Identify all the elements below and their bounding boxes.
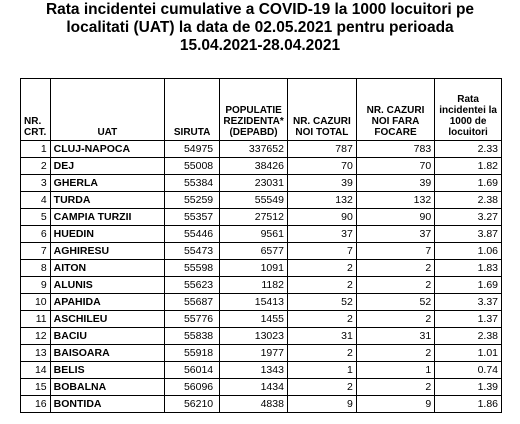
cell-cazuri-total: 2	[287, 345, 356, 362]
cell-rata: 3.27	[435, 209, 502, 226]
table-row	[21, 260, 502, 277]
header-rata-incidentei: Rata incidentei la 1000 de locuitori	[435, 79, 502, 141]
cell-nr: 15	[21, 379, 51, 396]
incidence-table	[20, 78, 502, 413]
cell-cazuri-total: 1	[287, 362, 356, 379]
table-row	[21, 311, 502, 328]
cell-populatie: 13023	[220, 328, 288, 345]
cell-populatie: 9561	[220, 226, 288, 243]
cell-populatie: 4838	[220, 396, 288, 413]
cell-cazuri-fara-focare: 39	[356, 175, 434, 192]
cell-uat: CLUJ-NAPOCA	[50, 141, 164, 158]
cell-nr: 11	[21, 311, 51, 328]
cell-rata: 1.69	[435, 277, 502, 294]
cell-siruta: 55623	[165, 277, 220, 294]
cell-rata: 1.86	[435, 396, 502, 413]
table-row	[21, 362, 502, 379]
cell-nr: 6	[21, 226, 51, 243]
cell-cazuri-fara-focare: 31	[356, 328, 434, 345]
cell-uat: BELIS	[50, 362, 164, 379]
cell-cazuri-total: 2	[287, 311, 356, 328]
table-row	[21, 277, 502, 294]
cell-siruta: 56014	[165, 362, 220, 379]
cell-uat: HUEDIN	[50, 226, 164, 243]
table-row	[21, 158, 502, 175]
cell-cazuri-fara-focare: 2	[356, 345, 434, 362]
cell-rata: 0.74	[435, 362, 502, 379]
table-row	[21, 294, 502, 311]
cell-cazuri-total: 7	[287, 243, 356, 260]
cell-siruta: 55357	[165, 209, 220, 226]
header-populatie: POPULATIE REZIDENTA* (DEPABD)	[220, 79, 288, 141]
table-row	[21, 243, 502, 260]
header-uat: UAT	[50, 79, 164, 141]
cell-uat: BACIU	[50, 328, 164, 345]
table-row	[21, 226, 502, 243]
cell-nr: 12	[21, 328, 51, 345]
cell-rata: 1.82	[435, 158, 502, 175]
cell-populatie: 6577	[220, 243, 288, 260]
cell-populatie: 1182	[220, 277, 288, 294]
cell-nr: 7	[21, 243, 51, 260]
cell-cazuri-fara-focare: 7	[356, 243, 434, 260]
cell-populatie: 55549	[220, 192, 288, 209]
cell-cazuri-total: 70	[287, 158, 356, 175]
cell-cazuri-total: 2	[287, 260, 356, 277]
cell-uat: APAHIDA	[50, 294, 164, 311]
cell-rata: 1.06	[435, 243, 502, 260]
header-nr-crt: NR. CRT.	[21, 79, 51, 141]
cell-cazuri-total: 132	[287, 192, 356, 209]
cell-rata: 1.39	[435, 379, 502, 396]
cell-populatie: 38426	[220, 158, 288, 175]
cell-cazuri-total: 90	[287, 209, 356, 226]
cell-rata: 2.38	[435, 192, 502, 209]
cell-cazuri-total: 9	[287, 396, 356, 413]
table-row	[21, 209, 502, 226]
cell-siruta: 56096	[165, 379, 220, 396]
cell-cazuri-total: 2	[287, 379, 356, 396]
cell-cazuri-fara-focare: 2	[356, 277, 434, 294]
cell-siruta: 55598	[165, 260, 220, 277]
cell-siruta: 55776	[165, 311, 220, 328]
cell-siruta: 55918	[165, 345, 220, 362]
cell-siruta: 55446	[165, 226, 220, 243]
cell-nr: 4	[21, 192, 51, 209]
cell-populatie: 1455	[220, 311, 288, 328]
cell-uat: DEJ	[50, 158, 164, 175]
cell-uat: BONTIDA	[50, 396, 164, 413]
cell-uat: CAMPIA TURZII	[50, 209, 164, 226]
cell-siruta: 56210	[165, 396, 220, 413]
cell-uat: GHERLA	[50, 175, 164, 192]
cell-nr: 1	[21, 141, 51, 158]
cell-cazuri-fara-focare: 70	[356, 158, 434, 175]
cell-siruta: 54975	[165, 141, 220, 158]
table-row	[21, 345, 502, 362]
cell-nr: 14	[21, 362, 51, 379]
cell-uat: BAISOARA	[50, 345, 164, 362]
cell-nr: 8	[21, 260, 51, 277]
table-row	[21, 379, 502, 396]
title-line-3: 15.04.2021-28.04.2021	[179, 37, 341, 54]
cell-populatie: 1977	[220, 345, 288, 362]
table-row	[21, 192, 502, 209]
cell-populatie: 27512	[220, 209, 288, 226]
cell-populatie: 1434	[220, 379, 288, 396]
cell-rata: 2.33	[435, 141, 502, 158]
cell-cazuri-fara-focare: 2	[356, 260, 434, 277]
cell-uat: AGHIRESU	[50, 243, 164, 260]
cell-cazuri-total: 39	[287, 175, 356, 192]
cell-cazuri-fara-focare: 9	[356, 396, 434, 413]
cell-uat: ALUNIS	[50, 277, 164, 294]
cell-nr: 2	[21, 158, 51, 175]
cell-nr: 5	[21, 209, 51, 226]
cell-siruta: 55259	[165, 192, 220, 209]
cell-rata: 2.38	[435, 328, 502, 345]
cell-siruta: 55838	[165, 328, 220, 345]
cell-rata: 1.37	[435, 311, 502, 328]
table-header-row	[21, 79, 502, 141]
cell-cazuri-fara-focare: 2	[356, 311, 434, 328]
cell-populatie: 337652	[220, 141, 288, 158]
cell-cazuri-fara-focare: 52	[356, 294, 434, 311]
header-nr-cazuri-total: NR. CAZURI NOI TOTAL	[287, 79, 356, 141]
table-row	[21, 396, 502, 413]
cell-cazuri-total: 52	[287, 294, 356, 311]
cell-cazuri-fara-focare: 90	[356, 209, 434, 226]
header-siruta: SIRUTA	[165, 79, 220, 141]
cell-populatie: 23031	[220, 175, 288, 192]
cell-uat: BOBALNA	[50, 379, 164, 396]
cell-cazuri-fara-focare: 132	[356, 192, 434, 209]
cell-siruta: 55384	[165, 175, 220, 192]
cell-siruta: 55473	[165, 243, 220, 260]
cell-uat: ASCHILEU	[50, 311, 164, 328]
cell-rata: 3.37	[435, 294, 502, 311]
header-nr-cazuri-fara-focare: NR. CAZURI NOI FARA FOCARE	[356, 79, 434, 141]
cell-rata: 1.83	[435, 260, 502, 277]
cell-siruta: 55687	[165, 294, 220, 311]
cell-rata: 1.69	[435, 175, 502, 192]
cell-nr: 3	[21, 175, 51, 192]
cell-nr: 10	[21, 294, 51, 311]
cell-cazuri-fara-focare: 783	[356, 141, 434, 158]
cell-uat: TURDA	[50, 192, 164, 209]
cell-siruta: 55008	[165, 158, 220, 175]
cell-cazuri-total: 37	[287, 226, 356, 243]
document-title	[0, 1, 520, 55]
cell-populatie: 1091	[220, 260, 288, 277]
cell-populatie: 1343	[220, 362, 288, 379]
cell-rata: 3.87	[435, 226, 502, 243]
cell-populatie: 15413	[220, 294, 288, 311]
cell-cazuri-total: 31	[287, 328, 356, 345]
cell-cazuri-total: 2	[287, 277, 356, 294]
table-row	[21, 328, 502, 345]
title-line-2: localitati (UAT) la data de 02.05.2021 pentru perioada	[66, 19, 454, 36]
cell-cazuri-total: 787	[287, 141, 356, 158]
cell-cazuri-fara-focare: 1	[356, 362, 434, 379]
table-row	[21, 175, 502, 192]
cell-nr: 9	[21, 277, 51, 294]
cell-cazuri-fara-focare: 2	[356, 379, 434, 396]
cell-nr: 16	[21, 396, 51, 413]
cell-rata: 1.01	[435, 345, 502, 362]
table-row	[21, 141, 502, 158]
cell-uat: AITON	[50, 260, 164, 277]
cell-cazuri-fara-focare: 37	[356, 226, 434, 243]
cell-nr: 13	[21, 345, 51, 362]
title-line-1: Rata incidentei cumulative a COVID-19 la 1000 locuitori pe	[45, 1, 475, 18]
table-body	[21, 141, 502, 413]
